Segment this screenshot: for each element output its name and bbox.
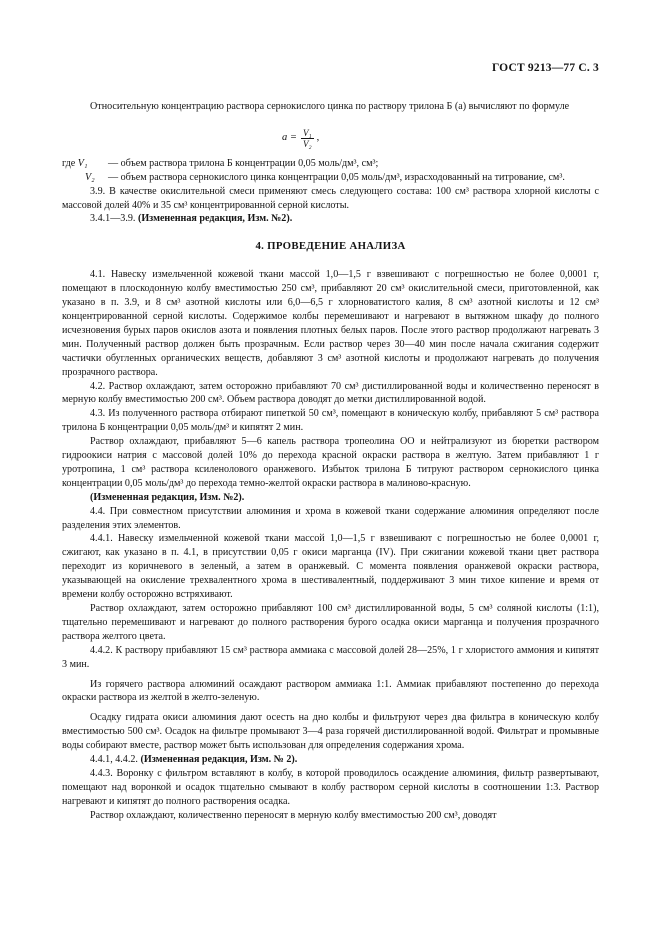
paragraph-4-4-3: 4.4.3. Воронку с фильтром вставляют в колбу, в которой проводилось осаждение алюминия, фильтр развертывают, помещают над воронкой и осадок тщательно смывают в колбу раствором серной кислоты в соотношении 1:3. Раствор нагревают и кипятят до полного растворения осадка. [62,767,599,807]
paragraph-4-3: 4.3. Из полученного раствора отбирают пипеткой 50 см³, помещают в коническую колбу, прибавляют 5 см³ раствора трилона Б концентрации 0,05 моль/дм³ и кипятят 2 мин. [62,408,599,434]
revision-note: 4.4.1, 4.4.2. (Измененная редакция, Изм. № 2). [90,754,298,766]
paragraph-4-4-1-continued: Раствор охлаждают, затем осторожно прибавляют 100 см³ дистиллированной воды, 5 см³ соляной кислоты (1:1), тщательно перемешивают и нагревают до полного растворения бурого осадка окиси марганца и получения прозрачного раствора желтого цвета. [62,603,599,642]
variable-definitions [62,157,599,185]
page-header: ГОСТ 9213—77 С. 3 [491,62,599,74]
revision-note: (Измененная редакция, Изм. №2). [90,491,245,503]
paragraph-3-9: 3.9. В качестве окислительной смеси применяют смесь следующего состава: 100 см³ раствора хлорной кислоты с массовой долей 40% и 35 см³ концентрированной серной кислоты. [62,185,599,211]
variable-description: — объем раствора трилона Б концентрации 0,05 моль/дм³, см³; [108,157,379,169]
formula-lhs: a = [282,132,297,144]
paragraph-4-4-2: 4.4.2. К раствору прибавляют 15 см³ раствора аммиака с массовой долей 28—25%, 1 г хлористого аммония и кипятят 3 мин. [62,644,599,670]
formula [62,128,599,149]
formula-numerator: V₁ [302,127,312,138]
formula-denominator: V₂ [302,138,312,149]
variable-description: — объем раствора сернокислого цинка концентрации 0,05 моль/дм³, израсходованный на титрование, см³. [108,171,565,183]
variable-symbol: где V₁ [62,157,88,169]
intro-paragraph: Относительную концентрацию раствора сернокислого цинка по раствору трилона Б (а) вычисляют по формуле [90,100,570,112]
paragraph-4-4-2-filtering: Осадку гидрата окиси алюминия дают осесть на дно колбы и фильтруют через два фильтра в коническую колбу вместимостью 500 см³. Осадок на фильтре промывают 3—4 раза горячей дистиллированной водой. Фильтрат и промывные воды собирают вместе, раствор может быть использован для определения содержания хрома. [62,712,599,752]
paragraph-last: Раствор охлаждают, количественно переносят в мерную колбу вместимостью 200 см³, доводят [90,809,497,821]
paragraph-4-2: 4.2. Раствор охлаждают, затем осторожно прибавляют 70 см³ дистиллированной воды и количественно переносят в мерную колбу вместимостью 200 см³. Объем раствора доводят до метки дистиллированной водой. [62,380,599,406]
where-prefix: где [62,157,76,169]
variable-symbol: V₂ [85,171,95,183]
paragraph-4-1: 4.1. Навеску измельченной кожевой ткани массой 1,0—1,5 г взвешивают с погрешностью не более 0,0001 г, помещают в плоскодонную колбу вместимостью 250 см³, прибавляют 20 см³ окислительной смеси, приготовленной, как указано в п. 3.9, и 8 см³ азотной кислоты или 6,0—6,5 г хлорноватистого калия, 8 см³ азотной кислоты и 12 см³ концентрированной серной кислоты. Содержимое колбы перемешивают и нагревают в вытяжном шкафу до полного исчезновения бурых паров окислов азота и появления плотных белых паров. После этого раствор продолжают нагревать 3 мин. Полученный раствор должен быть прозрачным. Если раствор через 30—40 мин после начала сжигания содержит частички обугленных органических веществ, добавляют 3 см³ азотной кислоты и продолжают нагревать до получения прозрачного раствора. [62,269,599,378]
paragraph-4-4-2-continued: Из горячего раствора алюминий осаждают раствором аммиака 1:1. Аммиак прибавляют постепенно до перехода окраски раствора из желтой в желто-зеленую. [62,678,599,704]
revision-note: 3.4.1—3.9. (Измененная редакция, Изм. №2). [90,213,293,225]
formula-tail: , [316,132,320,144]
paragraph-4-3-continued: Раствор охлаждают, прибавляют 5—6 капель раствора тропеолина ОО и нейтрализуют из бюретки раствором гидроокиси натрия с массовой долей 10% до перехода красной окраски раствора в желтую. Затем прибавляют 1 г уротропина, 1 см³ раствора ксиленолового оранжевого. Избыток трилона Б титруют раствором сернокислого цинка концентрации 0,05 моль/дм³ до перехода темно-желтой окраски раствора в малиново-красную. [62,436,599,489]
paragraph-4-4-1: 4.4.1. Навеску измельченной кожевой ткани массой 1,0—1,5 г взвешивают с погрешностью не более 0,0001 г, сжигают, как указано в п. 4.1, в присутствии 0,05 г окиси марганца (IV). При сжигании кожевой ткани цвет раствора переходит из коричневого в зеленый, а затем в оранжевый. С момента появления оранжевой окраски раствора, указывающей на окисление трехвалентного хрома в шестивалентный, поддерживают 3 мин тихое кипение и время от времени колбу осторожно встряхивают. [62,533,599,601]
paragraph-4-4: 4.4. При совместном присутствии алюминия и хрома в кожевой ткани содержание алюминия определяют после разделения этих элементов. [62,505,599,531]
formula-fraction [301,128,314,149]
section-title: 4. ПРОВЕДЕНИЕ АНАЛИЗА [255,240,406,253]
